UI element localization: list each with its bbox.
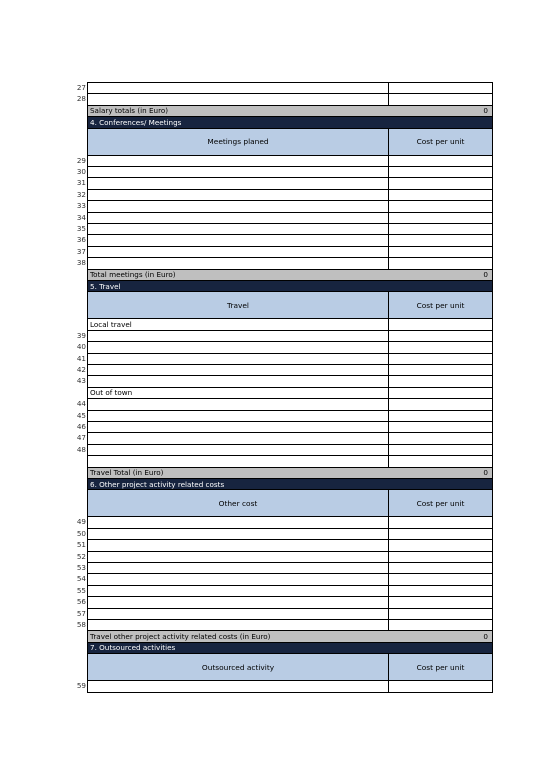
row-number: 48 [76,444,86,454]
table-row [58,155,498,166]
total-label: Salary totals (in Euro) [90,106,169,116]
section-header-row [58,478,498,489]
table-row [58,82,498,93]
row-number: 53 [76,563,86,572]
row-number: 55 [76,585,86,595]
table-row [58,585,498,596]
row-number: 45 [76,410,86,420]
row-number: 37 [76,246,86,256]
table-row [58,516,498,527]
table-row [58,212,498,223]
table-row [58,200,498,211]
section-title: 7. Outsourced activities [90,643,176,653]
section-header-row [58,116,498,127]
column-header-cost: Cost per unit [389,653,493,681]
row-number: 46 [76,422,86,431]
section-title: 5. Travel [90,281,121,291]
total-row [58,269,498,280]
table-row [58,551,498,562]
row-number: 43 [76,376,86,386]
row-number: 44 [76,399,86,409]
table-row [58,596,498,607]
column-header-row [58,291,498,318]
section-header-row [58,280,498,291]
row-number: 54 [76,574,86,584]
table-row [58,410,498,421]
row-number: 34 [76,212,86,222]
column-header-row [58,128,498,155]
total-value: 0 [483,632,488,642]
table-row [58,257,498,268]
column-header-cost: Cost per unit [389,128,493,156]
row-number: 49 [76,517,86,527]
column-header-description: Travel [87,291,389,319]
total-row [58,105,498,116]
table-row [58,573,498,584]
total-value: 0 [483,106,488,116]
row-number: 27 [76,83,86,92]
total-value: 0 [483,270,488,280]
row-number: 58 [76,620,86,629]
column-header-description: Meetings planed [87,128,389,156]
subgroup-label: Out of town [90,388,133,398]
table-row [58,528,498,539]
row-number [58,455,86,466]
row-number: 57 [76,608,86,618]
row-number: 38 [76,258,86,268]
row-number: 30 [76,167,86,176]
table-row [58,166,498,177]
table-row [58,364,498,375]
row-number: 28 [76,94,86,104]
column-header-cost: Cost per unit [389,489,493,517]
table-row [58,341,498,352]
row-number: 32 [76,189,86,199]
total-label: Travel other project activity related costs (in Euro) [90,632,271,642]
row-number: 59 [76,681,86,691]
row-number: 50 [76,528,86,538]
row-number: 40 [76,342,86,352]
subgroup-label: Local travel [90,320,132,330]
total-row [58,467,498,478]
section-header-row [58,642,498,653]
table-row [58,539,498,550]
table-row [58,375,498,386]
row-number: 33 [76,201,86,211]
row-number: 41 [76,353,86,363]
table-row [58,680,498,691]
column-header-row [58,653,498,680]
row-number: 39 [76,330,86,340]
table-row [58,189,498,200]
row-number: 47 [76,433,86,443]
row-number: 51 [76,540,86,550]
column-header-row [58,489,498,516]
row-number: 35 [76,224,86,233]
table-row [58,398,498,409]
table-row [58,93,498,104]
table-row [58,619,498,630]
column-header-cost: Cost per unit [389,291,493,319]
cost-cell[interactable] [389,680,493,692]
row-number: 52 [76,551,86,561]
table-row [58,353,498,364]
table-row [58,608,498,619]
column-header-description: Outsourced activity [87,653,389,681]
table-row [58,223,498,234]
total-label: Travel Total (in Euro) [90,468,164,478]
row-number: 42 [76,365,86,374]
total-label: Total meetings (in Euro) [90,270,176,280]
row-number: 36 [76,235,86,245]
total-row [58,630,498,641]
column-header-description: Other cost [87,489,389,517]
table-row [58,432,498,443]
row-number: 29 [76,155,86,165]
total-value: 0 [483,468,488,478]
row-number: 31 [76,178,86,188]
table-row [58,421,498,432]
table-row [58,330,498,341]
subgroup-row [58,387,498,398]
table-row [58,234,498,245]
table-row [58,444,498,455]
subgroup-row [58,318,498,329]
section-title: 6. Other project activity related costs [90,479,225,489]
section-title: 4. Conferences/ Meetings [90,117,182,127]
table-row [58,455,498,466]
description-cell[interactable] [87,680,389,692]
table-row [58,562,498,573]
table-row [58,246,498,257]
row-number: 56 [76,597,86,607]
table-row [58,177,498,188]
